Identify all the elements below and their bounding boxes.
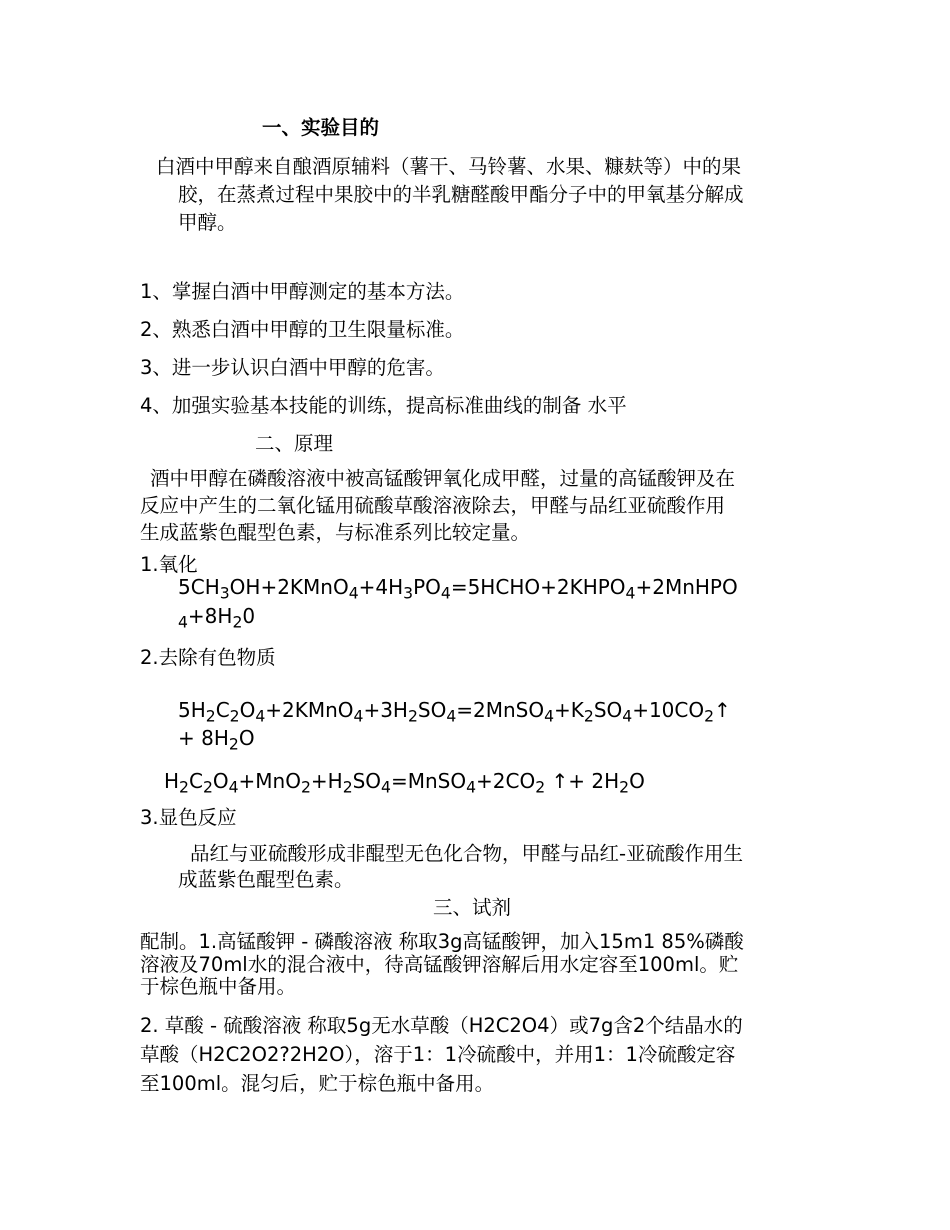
- reagent-2-line-3: 至100ml。混匀后，贮于棕色瓶中备用。: [140, 1072, 495, 1095]
- section-title-2: 二、原理: [255, 432, 334, 455]
- step-color-reaction-label: 3.显色反应: [140, 806, 237, 829]
- reagent-2-line-1: 2. 草酸 - 硫酸溶液 称取5g无水草酸（H2C2O4）或7g含2个结晶水的: [140, 1014, 743, 1037]
- goal-item-4: 4、加强实验基本技能的训练，提高标准曲线的制备 水平: [140, 394, 627, 417]
- equation-oxalic-line-1: $5H_2C_2O_4+2KMnO_4+3H_2SO_4=2MnSO_4+K_2SO_4+10CO_2↑$: [178, 698, 731, 726]
- step-oxidation-label: 1.氧化: [140, 553, 198, 576]
- principle-line-2: 反应中产生的二氧化锰用硫酸草酸溶液除去，甲醛与品红亚硫酸作用: [140, 494, 726, 517]
- reagent-1-line-1: 配制。1.高锰酸钾 - 磷酸溶液 称取3g高锰酸钾，加入15m1 85%磷酸: [140, 930, 744, 953]
- intro-line-1: 白酒中甲醇来自酿酒原辅料（薯干、马铃薯、水果、糠麸等）中的果: [156, 155, 742, 178]
- equation-oxidation-line-2: $_4+8H_20$: [178, 604, 256, 632]
- intro-line-3: 甲醇。: [178, 211, 237, 234]
- equation-oxalic-line-2: + $8H_2O$: [178, 726, 255, 754]
- section-title-3: 三、试剂: [433, 896, 512, 919]
- reagent-1-line-3: 于棕色瓶中备用。: [140, 975, 297, 998]
- goal-item-2: 2、熟悉白酒中甲醇的卫生限量标准。: [140, 318, 465, 341]
- reagent-2-line-2: 草酸（H2C2O2?2H2O），溶于1：1冷硫酸中，并用1：1冷硫酸定容: [140, 1043, 736, 1066]
- goal-item-1: 1、掌握白酒中甲醇测定的基本方法。: [140, 280, 465, 303]
- reagent-1-line-2: 溶液及70ml水的混合液中，待高锰酸钾溶解后用水定容至100ml。贮: [140, 953, 739, 976]
- section-title-1: 一、实验目的: [262, 116, 380, 139]
- principle-line-3: 生成蓝紫色醌型色素，与标准系列比较定量。: [140, 521, 531, 544]
- principle-line-1: 酒中甲醇在磷酸溶液中被高锰酸钾氧化成甲醛，过量的高锰酸钾及在: [150, 467, 736, 490]
- goal-item-3: 3、进一步认识白酒中甲醇的危害。: [140, 356, 445, 379]
- equation-mno2: $H_2C_2O_4+MnO_2+H_2SO_4=MnSO_4+2CO_2$ ↑+ $2H_2O$: [164, 769, 645, 797]
- equation-oxidation-line-1: $5CH_3OH+2KMnO_4+4H_3PO_4=5HCHO+2KHPO_4+2MnHPO$: [178, 575, 738, 603]
- color-reaction-line-1: 品红与亚硫酸形成非醌型无色化合物，甲醛与品红-亚硫酸作用生: [190, 842, 744, 865]
- color-reaction-line-2: 成蓝紫色醌型色素。: [178, 868, 354, 891]
- step-remove-color-label: 2.去除有色物质: [140, 646, 276, 669]
- intro-line-2: 胶，在蒸煮过程中果胶中的半乳糖醛酸甲酯分子中的甲氧基分解成: [178, 183, 744, 206]
